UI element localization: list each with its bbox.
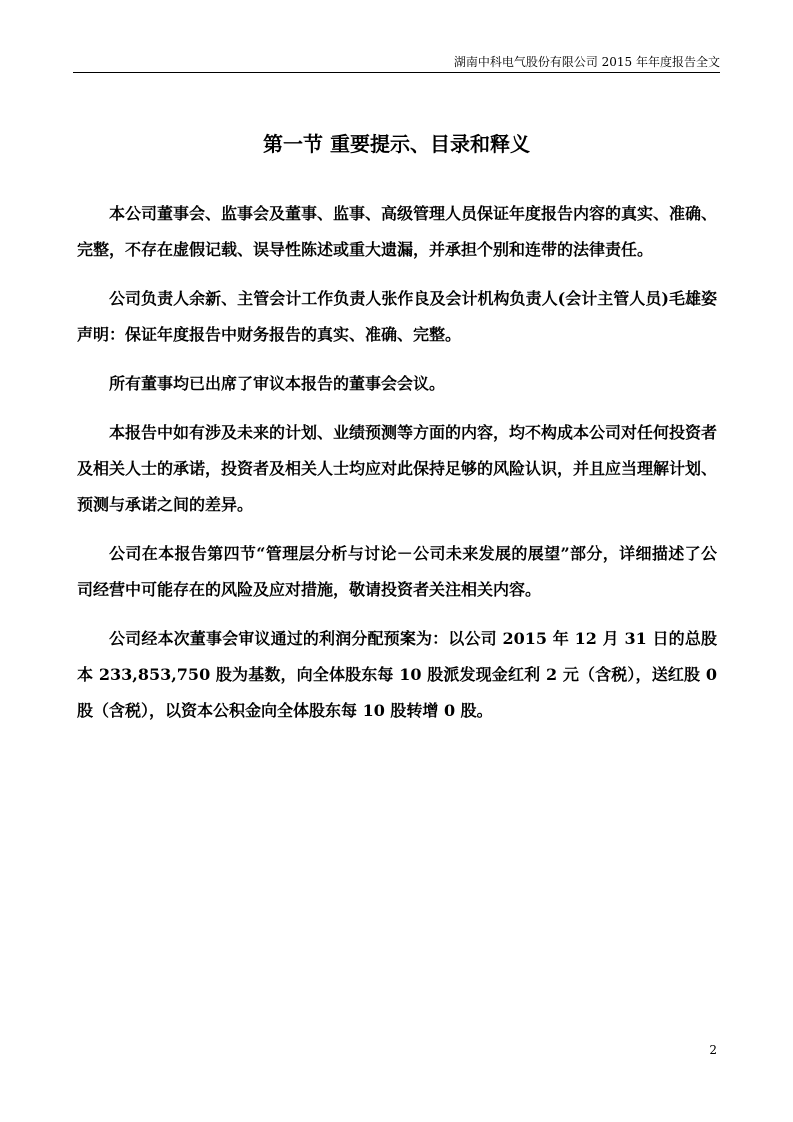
header-divider bbox=[73, 72, 720, 73]
page-number: 2 bbox=[709, 1043, 717, 1057]
paragraph-risk-notice: 公司在本报告第四节“管理层分析与讨论－公司未来发展的展望”部分，详细描述了公司经营中可能存在的风险及应对措施，敬请投资者关注相关内容。 bbox=[77, 544, 717, 599]
paragraph-profit-distribution: 公司经本次董事会审议通过的利润分配预案为：以公司 2015 年 12 月 31 日的总股本 233,853,750 股为基数，向全体股东每 10 股派发现金红利 2 元（含税），送红股 0 股（含税），以资本公积金向全体股东每 10 股转增 0 股。 bbox=[77, 629, 717, 720]
paragraph-board-guarantee: 本公司董事会、监事会及董事、监事、高级管理人员保证年度报告内容的真实、准确、完整，不存在虚假记载、误导性陈述或重大遗漏，并承担个别和连带的法律责任。 bbox=[77, 204, 718, 259]
running-header: 湖南中科电气股份有限公司 2015 年年度报告全文 bbox=[453, 55, 720, 69]
paragraph-responsible-persons: 公司负责人余新、主管会计工作负责人张作良及会计机构负责人(会计主管人员)毛雄姿声明：保证年度报告中财务报告的真实、准确、完整。 bbox=[77, 289, 717, 344]
document-body bbox=[77, 196, 717, 742]
paragraph-directors-attendance: 所有董事均已出席了审议本报告的董事会会议。 bbox=[109, 374, 446, 393]
paragraph-forward-looking: 本报告中如有涉及未来的计划、业绩预测等方面的内容，均不构成本公司对任何投资者及相关人士的承诺，投资者及相关人士均应对此保持足够的风险认识，并且应当理解计划、预测与承诺之间的差异。 bbox=[77, 423, 718, 514]
section-title: 第一节 重要提示、目录和释义 bbox=[263, 132, 530, 156]
